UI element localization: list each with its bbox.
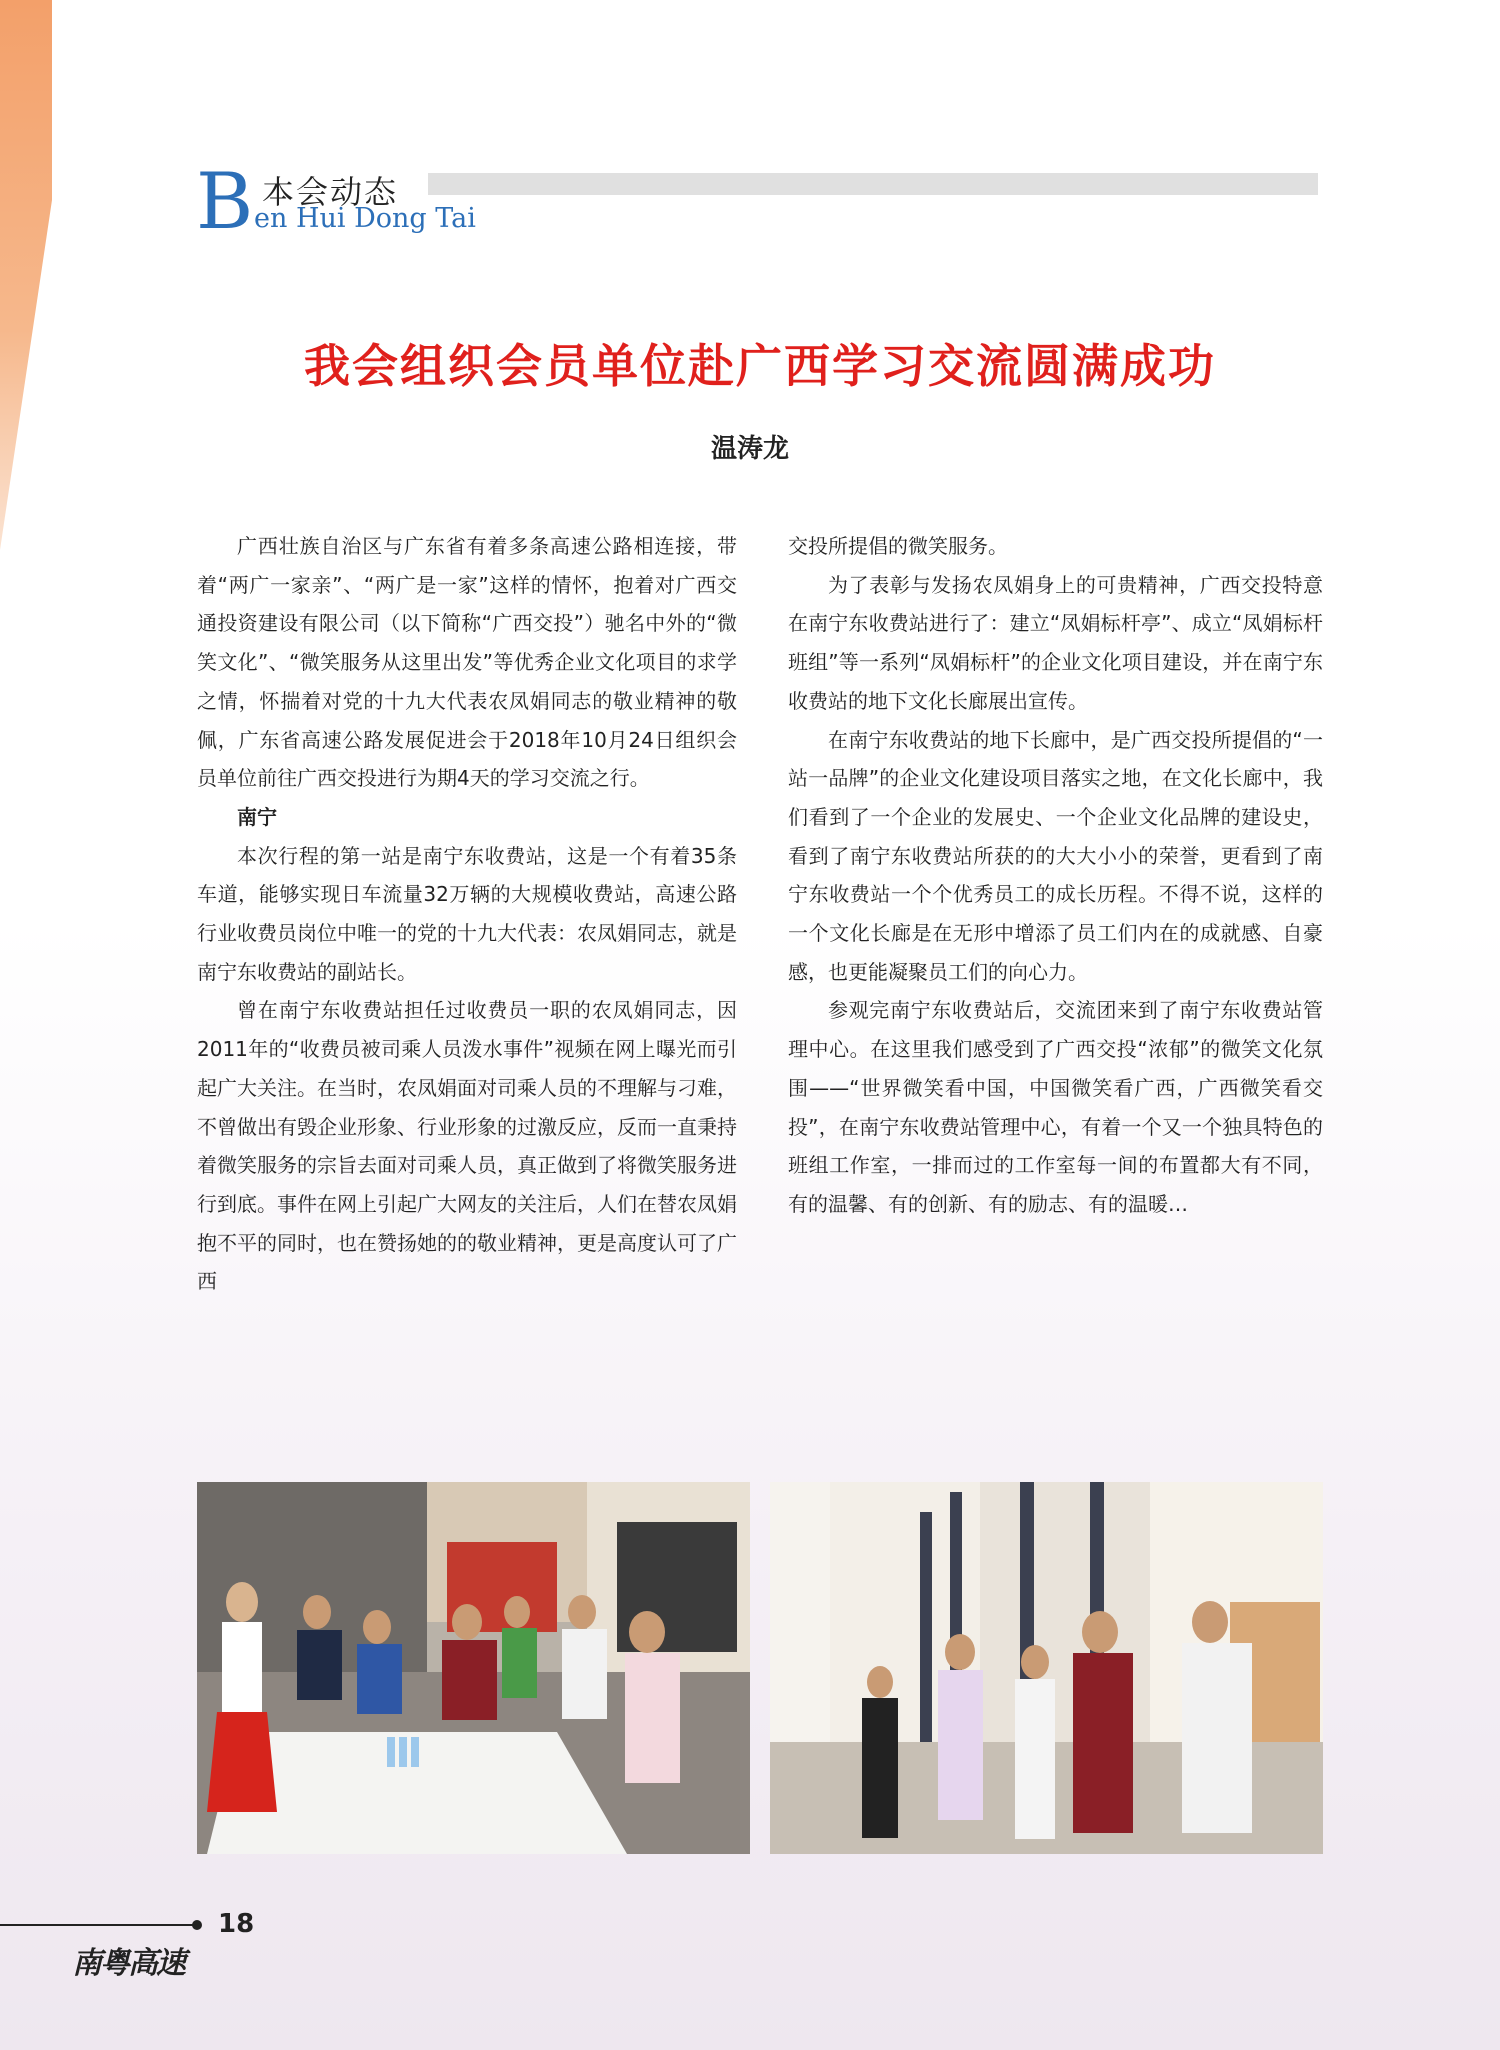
paragraph: 交投所提倡的微笑服务。	[788, 534, 1008, 558]
magazine-logo: 南粤高速	[72, 1946, 184, 1981]
page-number: 18	[218, 1909, 255, 1939]
photo-corridor-visit	[770, 1482, 1323, 1854]
paragraph: 广西壮族自治区与广东省有着多条高速公路相连接，带着“两广一家亲”、“两广是一家”这样的情怀，抱着对广西交通投资建设有限公司（以下简称“广西交投”）驰名中外的“微笑文化”、“微笑服务从这里出发”等优秀企业文化项目的求学之情，怀揣着对党的十九大代表农凤娟同志的敬业精神的敬佩，广东省高速公路发展促进会于2018年10月24日组织会员单位前往广西交投进行为期4天的学习交流之行。	[197, 534, 737, 791]
article-author: 温涛龙	[710, 434, 789, 464]
subheading: 南宁	[237, 804, 277, 829]
footer-dot	[192, 1920, 202, 1930]
section-title-en: en Hui Dong Tai	[254, 203, 476, 234]
paragraph: 本次行程的第一站是南宁东收费站，这是一个有着35条车道，能够实现日车流量32万辆的大规模收费站，高速公路行业收费员岗位中唯一的党的十九大代表：农凤娟同志，就是南宁东收费站的副站长。	[197, 843, 737, 984]
section-header-bar	[428, 173, 1318, 195]
section-title-zh: 本会动态	[262, 173, 399, 211]
decorative-corner-stripe	[0, 0, 60, 560]
paragraph: 参观完南宁东收费站后，交流团来到了南宁东收费站管理中心。在这里我们感受到了广西交投“浓郁”的微笑文化氛围——“世界微笑看中国，中国微笑看广西，广西微笑看交投”，在南宁东收费站管理中心，有着一个又一个独具特色的班组工作室，一排而过的工作室每一间的布置都大有不同，有的温馨、有的创新、有的励志、有的温暖…	[788, 998, 1323, 1216]
photo-meeting-room	[197, 1482, 750, 1854]
paragraph: 曾在南宁东收费站担任过收费员一职的农凤娟同志，因2011年的“收费员被司乘人员泼水事件”视频在网上曝光而引起广大关注。在当时，农凤娟面对司乘人员的不理解与刁难，不曾做出有毁企业形象、行业形象的过激反应，反而一直秉持着微笑服务的宗旨去面对司乘人员，真正做到了将微笑服务进行到底。事件在网上引起广大网友的关注后，人们在替农凤娟抱不平的同时，也在赞扬她的的敬业精神，更是高度认可了广西	[197, 998, 737, 1294]
section-initial-letter: B	[196, 157, 254, 247]
footer-rule	[0, 1924, 196, 1926]
article-title: 我会组织会员单位赴广西学习交流圆满成功	[304, 339, 1216, 393]
article-column-right	[788, 527, 1323, 1224]
section-header	[196, 157, 1326, 247]
paragraph: 为了表彰与发扬农凤娟身上的可贵精神，广西交投特意在南宁东收费站进行了：建立“凤娟标杆亭”、成立“凤娟标杆班组”等一系列“凤娟标杆”的企业文化项目建设，并在南宁东收费站的地下文化长廊展出宣传。	[788, 572, 1323, 713]
paragraph: 在南宁东收费站的地下长廊中，是广西交投所提倡的“一站一品牌”的企业文化建设项目落实之地，在文化长廊中，我们看到了一个企业的发展史、一个企业文化品牌的建设史，看到了南宁东收费站所获的的大大小小的荣誉，更看到了南宁东收费站一个个优秀员工的成长历程。不得不说，这样的一个文化长廊是在无形中增添了员工们内在的成就感、自豪感，也更能凝聚员工们的向心力。	[788, 727, 1323, 984]
article-column-left	[197, 527, 737, 1301]
